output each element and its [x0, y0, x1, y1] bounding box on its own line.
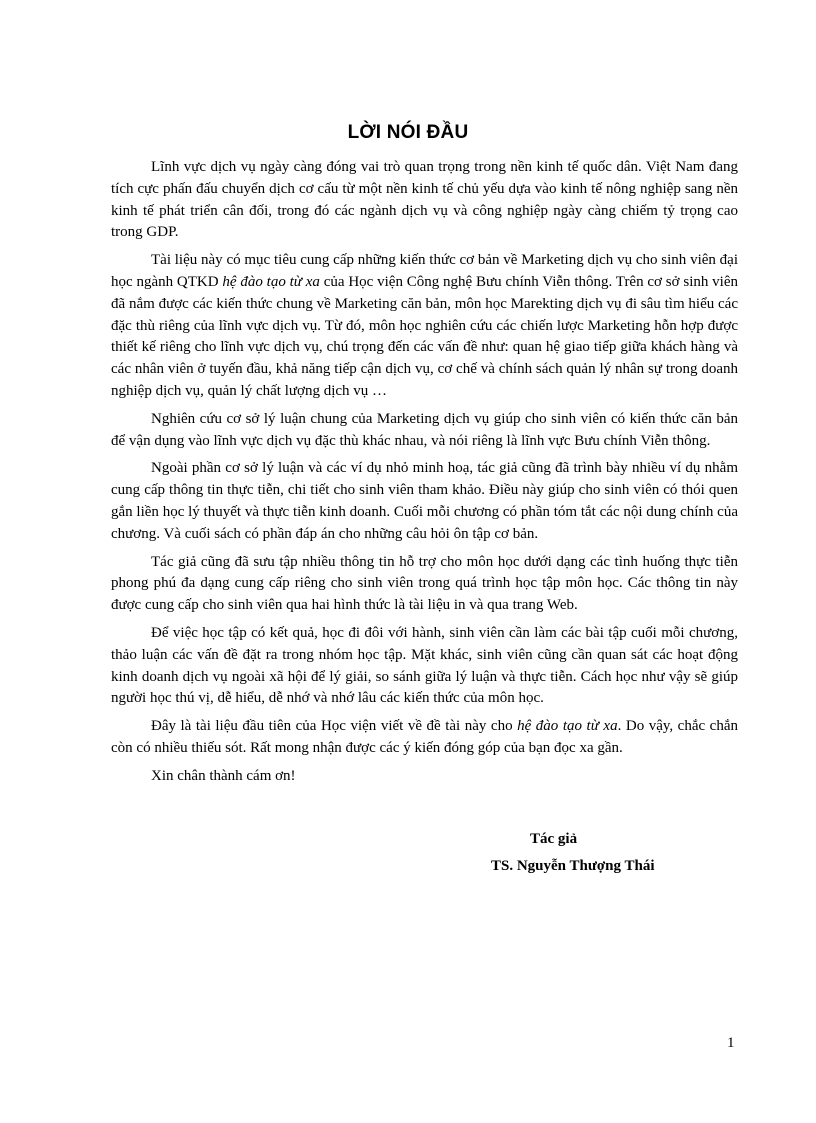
signature-role: Tác giả — [530, 831, 578, 847]
paragraph — [111, 458, 738, 545]
paragraph — [111, 552, 738, 617]
paragraph-text: Để việc học tập có kết quả, học đi đôi với hành, sinh viên cần làm các bài tập cuối mỗi chương, thảo luận các vấn đề đặt ra trong nhóm học tập. Mặt khác, sinh viên cũng cần quan sát các hoạt động kinh doanh dịch vụ ngoài xã hội để lý giải, so sánh giữa lý luận và thực tiễn. Cách học như vậy sẽ giúp người học thú vị, dễ hiểu, dễ nhớ và nhớ lâu các kiến thức của môn học. — [111, 624, 738, 707]
page-title: LỜI NÓI ĐẦU — [347, 122, 469, 143]
paragraph-text: của Học viện Công nghệ Bưu chính Viễn thông. Trên cơ sở sinh viên đã nắm được các kiến thức chung về Marketing căn bản, môn học Marekting dịch vụ đi sâu tìm hiểu các đặc thù riêng của lĩnh vực dịch vụ. Từ đó, môn học nghiên cứu các chiến lược Marketing hỗn hợp được thiết kế riêng cho lĩnh vực dịch vụ, chú trọng đến các vấn đề như: quan hệ giao tiếp giữa khách hàng và các nhân viên ở tuyến đầu, khả năng tiếp cận dịch vụ, cơ chế và chính sách quản lý nhân sự trong doanh nghiệp dịch vụ, quản lý chất lượng dịch vụ … — [111, 273, 738, 399]
paragraph-italic-text: hệ đào tạo từ xa — [517, 718, 618, 735]
closing-line — [111, 766, 738, 788]
paragraph-text: . Do vậy, chắc chắn còn có nhiều thiếu sót. Rất mong nhận được các ý kiến đóng góp của bạn đọc xa gần. — [111, 718, 738, 756]
paragraph-text: Ngoài phần cơ sở lý luận và các ví dụ nhỏ minh hoạ, tác giả cũng đã trình bày nhiều ví dụ nhằm cung cấp thông tin thực tiễn, chi tiết cho sinh viên tham khảo. Điều này giúp cho sinh viên có thói quen gắn liền học lý thuyết và thực tiễn kinh doanh. Cuối mỗi chương có phần tóm tắt các nội dung chính của chương. Và cuối sách có phần đáp án cho những câu hỏi ôn tập cơ bản. — [111, 460, 738, 542]
paragraph-text: Lĩnh vực dịch vụ ngày càng đóng vai trò quan trọng trong nền kinh tế quốc dân. Việt Nam đang tích cực phấn đấu chuyển dịch cơ cấu từ một nền kinh tế chủ yếu dựa vào kinh tế nông nghiệp sang nền kinh tế phát triển cân đối, trong đó các ngành dịch vụ và công nghiệp ngày càng chiếm tỷ trọng cao trong GDP. — [111, 159, 738, 241]
paragraph — [111, 409, 738, 453]
signature-name: TS. Nguyễn Thượng Thái — [491, 858, 655, 874]
paragraph — [111, 716, 738, 760]
paragraph-text: Tác giả cũng đã sưu tập nhiều thông tin hỗ trợ cho môn học dưới dạng các tình huống thực tiễn phong phú đa dạng cung cấp riêng cho sinh viên trong quá trình học tập môn học. Các thông tin này được cung cấp cho sinh viên qua hai hình thức là tài liệu in và qua trang Web. — [111, 553, 738, 614]
paragraph-text: Nghiên cứu cơ sở lý luận chung của Marketing dịch vụ giúp cho sinh viên có kiến thức căn bản để vận dụng vào lĩnh vực dịch vụ đặc thù khác nhau, và nói riêng là lĩnh vực Bưu chính Viễn thông. — [111, 410, 738, 449]
page-number: 1 — [727, 1035, 735, 1051]
paragraph-text: Tài liệu này có mục tiêu cung cấp những kiến thức cơ bản về Marketing dịch vụ cho sinh viên đại học ngành QTKD — [111, 252, 738, 290]
body-text — [111, 157, 738, 794]
paragraph — [111, 157, 738, 244]
paragraph — [111, 250, 738, 403]
paragraph-text: Xin chân thành cám ơn! — [151, 767, 296, 784]
paragraph-italic-text: hệ đào tạo từ xa — [222, 273, 320, 290]
paragraph — [111, 623, 738, 710]
paragraph-text: Đây là tài liệu đầu tiên của Học viện viết về đề tài này cho — [151, 718, 518, 735]
